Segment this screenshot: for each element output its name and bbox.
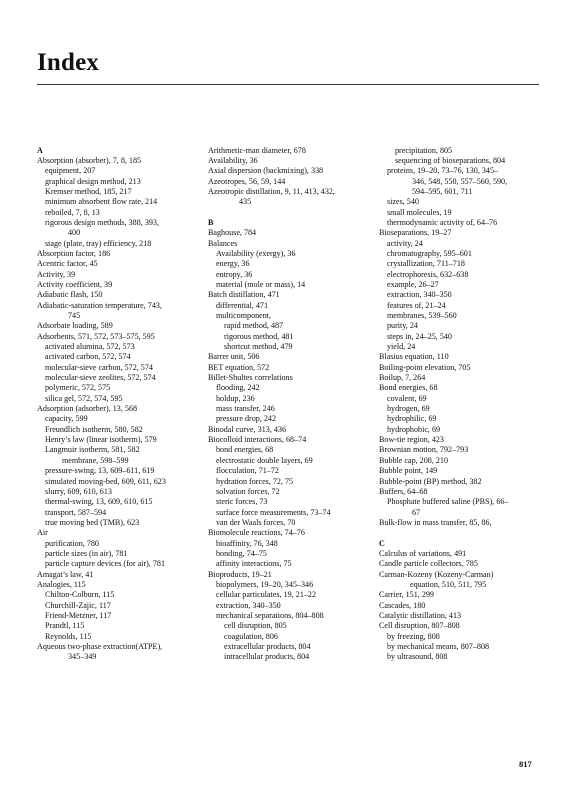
index-subentry: mechanical separations, 804–808 xyxy=(216,610,324,620)
index-entry: Arithmetic-man diameter, 678 xyxy=(208,145,306,155)
index-entry: Bubble-point (BP) method, 382 xyxy=(379,476,482,486)
index-entry: Adsorbents, 571, 572, 573–575, 595 xyxy=(37,331,155,341)
index-subentry: crystallization, 711–718 xyxy=(387,259,465,269)
index-entry: Brownian motion, 792–793 xyxy=(379,445,469,455)
index-subentry: extracellular products, 804 xyxy=(224,642,311,651)
section-letter-heading: C xyxy=(379,538,385,548)
index-subentry: graphical design method, 213 xyxy=(45,176,141,186)
index-entry: Activity, 39 xyxy=(37,269,76,279)
index-entry: Analogies, 115 xyxy=(37,579,86,589)
index-entry: Adsorption (adsorber), 13, 568 xyxy=(37,404,138,414)
index-subentry: Henry’s law (linear isotherm), 579 xyxy=(45,435,157,445)
index-entry: Aqueous two-phase extraction(ATPE), xyxy=(37,642,163,651)
index-subentry: Phosphate buffered saline (PBS), 66– xyxy=(387,497,509,507)
index-entry: Adiabatic flash, 150 xyxy=(37,290,103,300)
index-entry: Boilup, 7, 264 xyxy=(379,373,426,383)
index-entry: Batch distillation, 471 xyxy=(208,290,280,300)
index-entry: Boiling-point elevation, 705 xyxy=(379,362,471,372)
index-subentry: yield, 24 xyxy=(387,342,416,352)
index-subentry: steric forces, 73 xyxy=(216,497,268,507)
index-subentry: example, 26–27 xyxy=(387,279,439,289)
index-subentry: membranes, 539–560 xyxy=(387,311,457,320)
index-subentry: equipment, 207 xyxy=(45,166,96,176)
index-subentry: 345–349 xyxy=(68,652,97,662)
index-entry: Cascades, 180 xyxy=(379,600,426,610)
section-gap xyxy=(379,528,541,538)
index-subentry: 67 xyxy=(412,507,421,517)
index-subentry: electrophoresis, 632–638 xyxy=(387,269,469,279)
index-subentry: cellular particulates, 19, 21–22 xyxy=(216,590,317,600)
section-letter-heading: B xyxy=(208,217,214,227)
index-entry: Amagat’s law, 41 xyxy=(37,569,94,579)
index-subentry: by ultrasound, 808 xyxy=(387,652,448,662)
index-entry: Barrer unit, 506 xyxy=(208,352,260,362)
index-entry: Bow-tie region, 423 xyxy=(379,435,444,445)
index-subentry: thermodynamic activity of, 64–76 xyxy=(387,217,498,227)
index-subentry: hydrogen, 69 xyxy=(387,404,430,414)
index-entry: Blasius equation, 110 xyxy=(379,352,449,362)
index-subentry: flooding, 242 xyxy=(216,383,260,393)
index-subentry: covalent, 69 xyxy=(387,393,427,403)
page-title: Index xyxy=(37,49,100,76)
index-subentry: sizes, 540 xyxy=(387,197,419,207)
index-subentry: purity, 24 xyxy=(387,321,418,331)
index-entry: Acentric factor, 45 xyxy=(37,259,98,269)
index-subentry: multicomponent, xyxy=(216,311,272,320)
index-subentry: material (mole or mass), 14 xyxy=(216,279,306,289)
index-column-3 xyxy=(379,146,541,663)
index-subentry: particle capture devices (for air), 781 xyxy=(45,559,165,569)
index-entry: Absorption factor, 186 xyxy=(37,248,111,258)
index-subentry: Availability (exergy), 36 xyxy=(216,248,296,258)
title-rule xyxy=(37,84,539,85)
index-subentry: proteins, 19–20, 73–76, 130, 345– xyxy=(387,166,499,176)
index-subentry: reboiled, 7, 8, 13 xyxy=(45,207,100,217)
index-entry: Absorption (absorber), 7, 8, 185 xyxy=(37,155,142,165)
index-subentry: capacity, 599 xyxy=(45,414,88,424)
index-subentry: by freezing, 808 xyxy=(387,631,440,641)
index-subentry: electrostatic double layers, 69 xyxy=(216,455,313,465)
index-entry: Calculus of variations, 491 xyxy=(379,548,467,558)
index-subentry: by mechanical means, 807–808 xyxy=(387,642,490,651)
index-subentry: true moving bed (TMB), 623 xyxy=(45,517,140,527)
index-subentry: features of, 21–24 xyxy=(387,300,446,310)
index-subentry: hydration forces, 72, 75 xyxy=(216,476,294,486)
index-subentry: precipitation, 805 xyxy=(395,145,453,155)
index-entry: Biomolecule reactions, 74–76 xyxy=(208,528,305,538)
index-entry: Availability, 36 xyxy=(208,155,258,165)
index-subentry: small molecules, 19 xyxy=(387,207,452,217)
index-subentry: silica gel, 572, 574, 595 xyxy=(45,393,123,403)
index-subentry: activity, 24 xyxy=(387,238,423,248)
index-entry: Candle particle collectors, 785 xyxy=(379,559,478,569)
index-subentry: Churchill-Zajic, 117 xyxy=(45,600,111,610)
index-subentry: Prandtl, 115 xyxy=(45,621,85,631)
index-entry: Activity coefficient, 39 xyxy=(37,279,113,289)
index-subentry: differential, 471 xyxy=(216,300,268,310)
index-subentry: surface force measurements, 73–74 xyxy=(216,507,331,517)
index-subentry: sequencing of bioseparations, 804 xyxy=(395,155,506,165)
index-entry: Azeotropic distillation, 9, 11, 413, 432, xyxy=(208,186,335,196)
index-subentry: minimum absorbent flow rate, 214 xyxy=(45,197,158,207)
index-column-1 xyxy=(37,146,197,663)
index-entry: Bubble point, 149 xyxy=(379,466,438,476)
index-subentry: pressure drop, 242 xyxy=(216,414,277,424)
index-subentry: intracellular products, 804 xyxy=(224,652,310,662)
index-subentry: cell disruption, 805 xyxy=(224,621,287,631)
index-subentry: chromatography, 595–601 xyxy=(387,248,472,258)
index-subentry: polymeric, 572, 575 xyxy=(45,383,111,393)
index-subentry: rigorous method, 481 xyxy=(224,331,294,341)
index-subentry: molecular-sieve zeolites, 572, 574 xyxy=(45,373,156,383)
index-subentry: entropy, 36 xyxy=(216,269,253,279)
index-subentry: solvation forces, 72 xyxy=(216,486,280,496)
index-subentry: slurry, 609, 610, 613 xyxy=(45,486,112,496)
index-subentry: activated carbon, 572, 574 xyxy=(45,352,131,362)
index-subentry: 745 xyxy=(68,311,81,320)
index-subentry: activated alumina, 572, 573 xyxy=(45,342,135,352)
index-subentry: purification, 780 xyxy=(45,538,99,548)
index-subentry: rigorous design methods, 388, 393, xyxy=(45,217,159,227)
index-subentry: simulated moving-bed, 609, 611, 623 xyxy=(45,476,166,486)
index-subentry: pressure-swing, 13, 609–611, 619 xyxy=(45,466,155,476)
index-entry: Billet-Shultes correlations xyxy=(208,373,293,383)
index-entry: Binodal curve, 313, 436 xyxy=(208,424,287,434)
index-entry: Bioseparations, 19–27 xyxy=(379,228,452,238)
index-subentry: flocculation, 71–72 xyxy=(216,466,279,476)
index-subentry: affinity interactions, 75 xyxy=(216,559,292,569)
index-entry: Buffers, 64–68 xyxy=(379,486,428,496)
index-subentry: Langmuir isotherm, 581, 582 xyxy=(45,445,140,455)
index-entry: Axial dispersion (backmixing), 338 xyxy=(208,166,324,176)
page-number: 817 xyxy=(519,759,532,769)
index-subentry: 435 xyxy=(239,197,252,207)
index-subentry: Kremser method, 185, 217 xyxy=(45,186,132,196)
index-subentry: biopolymers, 19–20, 345–346 xyxy=(216,579,314,589)
index-entry: Baghouse, 784 xyxy=(208,228,257,238)
section-letter-heading: A xyxy=(37,145,43,155)
index-entry: BET equation, 572 xyxy=(208,362,270,372)
index-subentry: steps in, 24–25, 540 xyxy=(387,331,452,341)
index-entry: Carrier, 151, 299 xyxy=(379,590,434,600)
index-subentry: membrane, 598–599 xyxy=(62,455,129,465)
index-subentry: rapid method, 487 xyxy=(224,321,284,331)
index-subentry: bond energies, 68 xyxy=(216,445,274,455)
index-entry: Carman-Kozeny (Kozeny-Carman) xyxy=(379,569,494,579)
index-entry: Catalytic distillation, 413 xyxy=(379,610,462,620)
index-subentry: stage (plate, tray) efficiency, 218 xyxy=(45,238,152,248)
index-subentry: mass transfer, 246 xyxy=(216,404,275,414)
index-entry: Air xyxy=(37,528,48,538)
index-subentry: Freundlich isotherm, 580, 582 xyxy=(45,424,143,434)
index-entry: Azeotropes, 56, 59, 144 xyxy=(208,176,286,186)
index-subentry: Reynolds, 115 xyxy=(45,631,92,641)
index-subentry: hydrophilic, 69 xyxy=(387,414,437,424)
index-subentry: transport, 587–594 xyxy=(45,507,107,517)
index-subentry: energy, 36 xyxy=(216,259,250,269)
index-entry: Biocolloid interactions, 68–74 xyxy=(208,435,307,445)
index-entry: Adiabatic-saturation temperature, 743, xyxy=(37,300,162,310)
index-column-2 xyxy=(208,146,368,663)
index-subentry: hydrophobic, 69 xyxy=(387,424,441,434)
index-subentry: 594–595, 601, 711 xyxy=(412,186,473,196)
index-entry: Bioproducts, 19–21 xyxy=(208,569,272,579)
index-subentry: holdup, 236 xyxy=(216,393,255,403)
index-subentry: Friend-Metzner, 117 xyxy=(45,610,112,620)
index-subentry: coagulation, 806 xyxy=(224,631,278,641)
index-entry: Cell disruption, 807–808 xyxy=(379,621,460,631)
index-entry: Bulk-flow in mass transfer, 85, 86, xyxy=(379,517,492,527)
index-entry: Adsorbate loading, 589 xyxy=(37,321,113,331)
index-subentry: bonding, 74–75 xyxy=(216,548,267,558)
index-subentry: extraction, 340–350 xyxy=(387,290,452,300)
index-subentry: particle sizes (in air), 781 xyxy=(45,548,128,558)
index-entry: Bubble cap, 208, 210 xyxy=(379,455,449,465)
index-entry: Bond energies, 68 xyxy=(379,383,438,393)
index-subentry: equation, 510, 511, 795 xyxy=(410,579,487,589)
index-subentry: van der Waals forces, 70 xyxy=(216,517,296,527)
index-subentry: shortcut method, 479 xyxy=(224,342,293,352)
index-subentry: bioaffinity, 76, 348 xyxy=(216,538,278,548)
index-subentry: 400 xyxy=(68,228,81,238)
index-subentry: Chilton-Colburn, 115 xyxy=(45,590,115,600)
index-subentry: extraction, 340–350 xyxy=(216,600,281,610)
section-gap xyxy=(208,208,368,218)
index-subentry: 346, 548, 550, 557–560, 590, xyxy=(412,176,508,186)
index-entry: Balances xyxy=(208,238,238,248)
index-subentry: molecular-sieve carbon, 572, 574 xyxy=(45,362,153,372)
index-subentry: thermal-swing, 13, 609, 610, 615 xyxy=(45,497,153,507)
